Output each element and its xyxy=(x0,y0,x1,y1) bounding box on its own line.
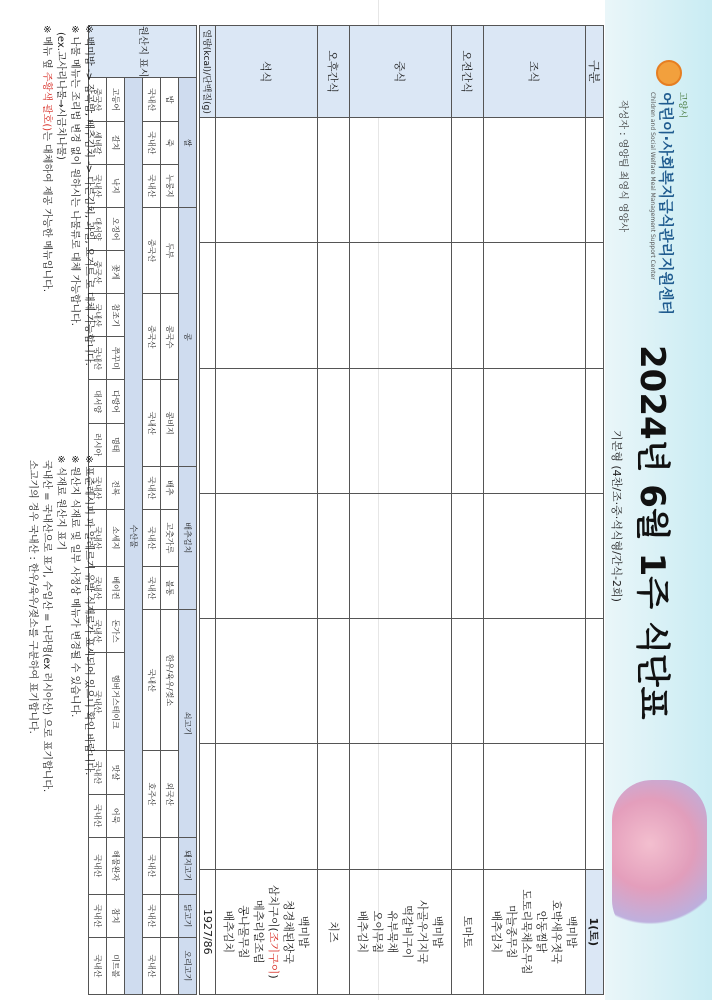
breakfast-menu: 백미밥 호박새우젓국 안동찜닭 도토리묵채소무침 마늘종무침 배추김치 xyxy=(484,869,586,994)
seafood-item: 고등어 xyxy=(107,78,125,121)
illustration-hands xyxy=(612,780,707,940)
seafood-header: 수산물 xyxy=(125,78,143,995)
seafood-item: 참치 xyxy=(107,894,125,937)
seafood-origin: 국내산 xyxy=(89,609,107,652)
note-8: 국내산 = 국내산으로 표기, 수입산 = 나라명(ex 러시아산) 으로 표기합니다. xyxy=(41,460,52,793)
origin-item: 볼통 xyxy=(161,566,179,609)
note-4-red: 주황색 괄호() xyxy=(41,71,52,132)
seafood-origin: 국내산 xyxy=(89,794,107,837)
org-name: 어린이·사회복지급식관리지원센터 xyxy=(657,92,675,316)
seafood-origin: 국내산 xyxy=(89,751,107,794)
note-6: ※ 원산지 식재료 및 일부 사정상 메뉴가 변경될 수 있습니다. xyxy=(69,455,80,718)
seafood-origin: 대서양 xyxy=(89,380,107,423)
seafood-origin: 국내산 xyxy=(89,566,107,609)
am-snack-menu: 토마토 xyxy=(452,869,484,994)
row-label-lunch: 중식 xyxy=(350,26,452,118)
seafood-origin: 국내산 xyxy=(89,894,107,937)
note-5: ※ 표준레시피 파 알레르기 유발 식재료가 표시되어 있으니 확인 바랍니다. xyxy=(83,455,94,776)
menu-table xyxy=(199,25,604,995)
seafood-item: 미트볼 xyxy=(107,937,125,994)
row-label-breakfast: 조식 xyxy=(484,26,586,118)
org-small: 고양시 xyxy=(677,92,687,119)
seafood-item: 명태 xyxy=(107,423,125,466)
note-7: ※ 식재료 원산지 표기 xyxy=(55,455,66,551)
lunch-menu: 백미밥 사골우거지국 떡갈비구이 유부묵채 오이무침 배추김치 xyxy=(350,869,452,994)
origin-group-duck: 오리고기 xyxy=(179,937,197,994)
origin-group-rice: 쌀 xyxy=(179,78,197,207)
origin-group-kimchi: 배추김치 xyxy=(179,466,197,609)
seafood-origin: 러시아 xyxy=(89,423,107,466)
origin-item: 두부 xyxy=(161,207,179,293)
note-2: ※ 나물 메뉴는 조리법 변경 없이 원하시는 나물류로 대체 가능합니다. xyxy=(69,25,80,326)
seafood-origin: 중국산 xyxy=(89,251,107,294)
seafood-origin: 국내산 xyxy=(89,509,107,566)
seafood-item: 참조기 xyxy=(107,294,125,337)
day-col-2 xyxy=(586,243,604,368)
note-1: ※ 백미밥 -> 잡곡밥, 배추김치 -> 다른김치, 과일, 요거트 로 대체 가능합니다. xyxy=(83,25,94,366)
menu-table-wrapper xyxy=(88,25,604,995)
header-logo-group xyxy=(649,60,690,315)
page-title: 2024년 6월 1주 식단표 xyxy=(632,345,672,720)
seafood-item: 다랑어 xyxy=(107,380,125,423)
origin-item: 외국산 xyxy=(161,751,179,837)
center-logo-icon xyxy=(657,60,683,86)
seafood-origin: 중국산 xyxy=(89,78,107,121)
seafood-item: 쭈꾸미 xyxy=(107,337,125,380)
dinner-menu: 백미밥 청경채된장국 삼치구이(조기구이) 메추리알조림 콩나물무침 배추김치 xyxy=(216,869,318,994)
day-col-3 xyxy=(586,368,604,493)
seafood-item: 전복 xyxy=(107,466,125,509)
origin-item: 죽 xyxy=(161,121,179,164)
seafood-origin: 국내산 xyxy=(89,837,107,894)
origin-item: 콩국수 xyxy=(161,294,179,380)
pm-snack-menu: 치즈 xyxy=(318,869,350,994)
origin-group-beef: 쇠고기 xyxy=(179,609,197,837)
origin-group-pork: 돼지고기 xyxy=(179,837,197,894)
author: 작성자 : 영양팀 최영식 영양사 xyxy=(617,100,628,233)
seafood-origin: 국내산 xyxy=(89,164,107,207)
col-label-header: 구분 xyxy=(586,26,604,118)
calories-value: 1927/86 xyxy=(200,869,216,994)
substitute-item: 조기구이 xyxy=(267,931,281,975)
row-label-am-snack: 오전간식 xyxy=(452,26,484,118)
day-col-5 xyxy=(586,619,604,744)
row-label-dinner: 석식 xyxy=(216,26,318,118)
seafood-origin: 국내산 xyxy=(89,937,107,994)
origin-item: 한우/육우/젖소 xyxy=(161,609,179,750)
seafood-item: 소세지 xyxy=(107,509,125,566)
row-label-calories: 열량(kcal)/단백질(g) xyxy=(200,26,216,118)
seafood-item: 베이컨 xyxy=(107,566,125,609)
origin-item: 고춧가루 xyxy=(161,509,179,566)
origin-label: 원산지 표시 xyxy=(89,26,197,78)
day-col-4 xyxy=(586,493,604,618)
seafood-origin: 국내산 xyxy=(89,466,107,509)
seafood-item: 맛살 xyxy=(107,751,125,794)
date-header: 1(토) xyxy=(586,869,604,994)
seafood-origin: 세네갈 xyxy=(89,121,107,164)
origin-group-chicken: 닭고기 xyxy=(179,894,197,937)
seafood-item: 해물완자 xyxy=(107,837,125,894)
seafood-origin: 국내산 xyxy=(89,294,107,337)
seafood-item: 어묵 xyxy=(107,794,125,837)
seafood-item: 꽃게 xyxy=(107,251,125,294)
origin-table: 원산지 표시 쌀 콩 배추김치 쇠고기 돼지고기 닭고기 오리고기 밥 죽 누룽지 두부 콩국수 콩비지 배추 고춧가루 볼통 한우/육우/젖소 외국산 국내산 국내산 국내산 중국산 중국산 국내산 국내산 국내산 국내산 국내산 호주산 국내산 국내산 국내산 수산물 고등어 갈치 낙지 오징어 꽃게 참조기 쭈꾸미 다랑어 명태 전복 소세지 베이컨 돈가스 햄버거스테이크 맛살 어묵 해물완자 참치 미트볼 중국산 세네갈 국내산 대서양 중국산 국내산 국내산 대서양 러시아 국내산 국내산 국내산 국내산 국내산 국내산 국내산 국내산 국내산 국내산 xyxy=(88,25,197,995)
seafood-item: 햄버거스테이크 xyxy=(107,653,125,751)
seafood-item: 오징어 xyxy=(107,207,125,250)
origin-item: 누룽지 xyxy=(161,164,179,207)
origin-group-bean: 콩 xyxy=(179,207,197,466)
origin-item: 밥 xyxy=(161,78,179,121)
day-col-1 xyxy=(586,118,604,243)
origin-item: 콩비지 xyxy=(161,380,179,466)
seafood-origin: 국내산 xyxy=(89,653,107,751)
day-col-6 xyxy=(586,744,604,869)
seafood-item: 낙지 xyxy=(107,164,125,207)
note-3: (ex.고사리나물→시금치나물) xyxy=(55,32,66,160)
note-9: 소고기의 경우 국내산 : 한우/육우/젖소를 구분하여 표기합니다. xyxy=(27,460,38,734)
row-label-pm-snack: 오후간식 xyxy=(318,26,350,118)
note-4: ※ 메뉴 옆 주황색 괄호()는 대체하여 제공 가능한 메뉴입니다. xyxy=(41,25,52,292)
seafood-origin: 대서양 xyxy=(89,207,107,250)
seafood-item: 돈가스 xyxy=(107,609,125,652)
org-en: Children and Social Welfare Meal Management Support Center xyxy=(649,92,656,280)
page-subtitle: 기본형 (4찬/조·중·석식형/간식-2회) xyxy=(610,430,623,602)
seafood-item: 갈치 xyxy=(107,121,125,164)
seafood-origin: 국내산 xyxy=(89,337,107,380)
origin-item: 배추 xyxy=(161,466,179,509)
